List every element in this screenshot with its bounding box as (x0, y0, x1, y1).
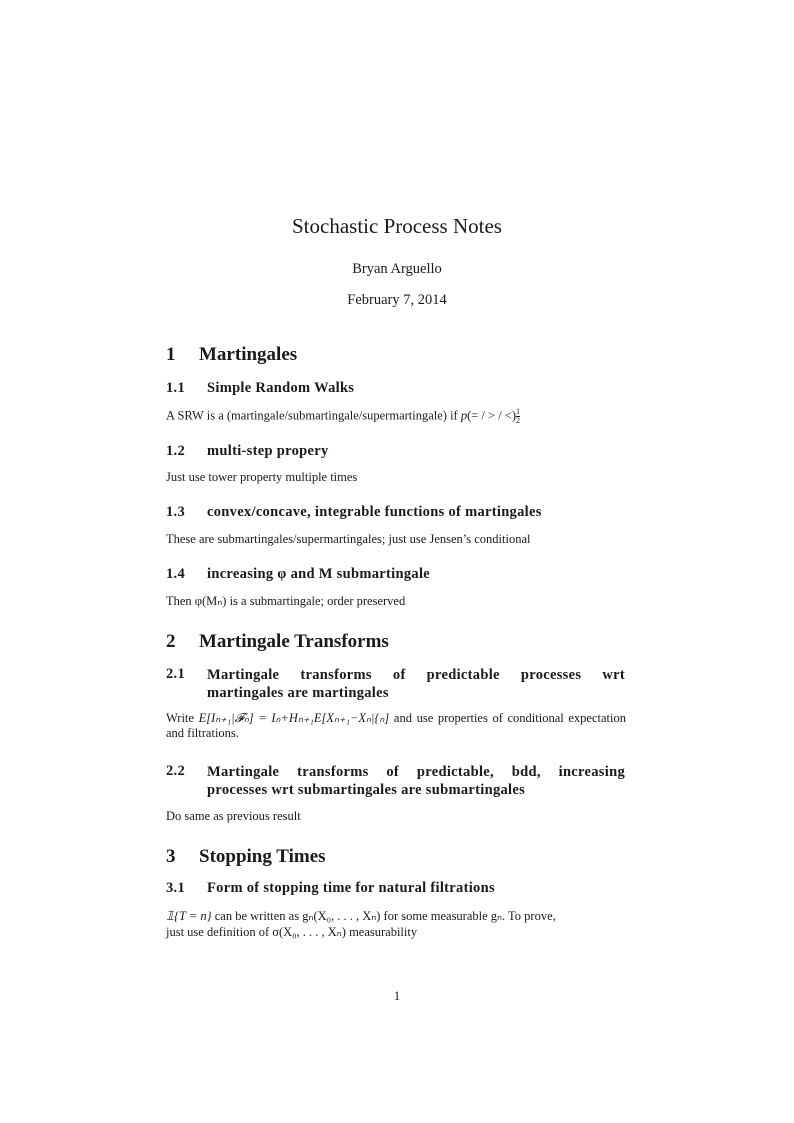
subsection-title: increasing φ and M submartingale (207, 566, 431, 582)
subsection-number: 1.1 (166, 380, 186, 396)
math-expression: E[Iₙ₊₁|𝓕ₙ] = Iₙ+Hₙ₊₁E[Xₙ₊₁−Xₙ|{ₙ] (198, 711, 390, 725)
subsection-number: 2.2 (166, 763, 186, 779)
section-heading-2 (166, 631, 389, 653)
subsection-title: Simple Random Walks (207, 380, 355, 396)
subsection-number: 1.4 (166, 566, 186, 582)
subsection-title-line1: Martingale transforms of predictable, bdd, increasing (207, 764, 625, 780)
subsection-heading-1-4 (166, 566, 430, 583)
subsection-heading-1-3 (166, 504, 542, 521)
subsection-title: convex/concave, integrable functions of martingales (207, 504, 542, 520)
subsection-title (207, 666, 625, 702)
section-title: Martingales (199, 344, 298, 365)
document-author: Bryan Arguello (352, 261, 442, 277)
subsection-number: 2.1 (166, 666, 186, 682)
document-date: February 7, 2014 (347, 292, 447, 308)
paragraph-2-2: Do same as previous result (166, 809, 301, 823)
subsection-title (207, 763, 625, 799)
subsection-heading-2-2 (166, 763, 625, 799)
section-heading-3 (166, 846, 326, 868)
paragraph-1-4: Then φ(Mₙ) is a submartingale; order preserved (166, 594, 406, 608)
subsection-number: 1.3 (166, 504, 186, 520)
paragraph-1-3: These are submartingales/supermartingales; just use Jensen’s conditional (166, 532, 531, 546)
section-number: 3 (166, 846, 176, 867)
page-number: 1 (393, 989, 401, 1003)
subsection-title-line1: Martingale transforms of predictable processes wrt (207, 667, 625, 683)
paragraph-3-1-line1: 𝟙{T = n} can be written as gₙ(X₀, . . . , Xₙ) for some measurable gₙ. To prove, (166, 909, 556, 923)
section-number: 2 (166, 631, 176, 652)
subsection-number: 1.2 (166, 443, 186, 459)
paragraph-1-1: A SRW is a (martingale/submartingale/supermartingale) if p(= / > / <) $\frac{1}{2}$ (166, 407, 521, 425)
paragraph-3-1-line2: just use definition of σ(X₀, . . . , Xₙ) measurability (166, 925, 418, 939)
subsection-title: Form of stopping time for natural filtrations (207, 880, 495, 896)
paragraph-2-1: Write E[Iₙ₊₁|𝓕ₙ] = Iₙ+Hₙ₊₁E[Xₙ₊₁−Xₙ|{ₙ] and use properties of conditional expectation and filtrations. (166, 711, 626, 740)
subsection-number: 3.1 (166, 880, 186, 896)
fraction-one-half: $\frac{1}{2}$ (516, 407, 521, 425)
paragraph-1-2: Just use tower property multiple times (166, 470, 358, 484)
subsection-heading-3-1 (166, 880, 495, 897)
indicator-expression: 𝟙{T = n} (166, 909, 212, 923)
subsection-title-line2: martingales are martingales (207, 685, 389, 701)
subsection-heading-1-1 (166, 380, 354, 397)
section-number: 1 (166, 344, 176, 365)
subsection-title-line2: processes wrt submartingales are submartingales (207, 782, 526, 798)
section-heading-1 (166, 344, 297, 366)
subsection-heading-2-1 (166, 666, 625, 702)
section-title: Stopping Times (199, 846, 326, 867)
document-title: Stochastic Process Notes (292, 214, 502, 238)
subsection-title: multi-step propery (207, 443, 329, 459)
subsection-heading-1-2 (166, 443, 329, 460)
section-title: Martingale Transforms (199, 631, 389, 652)
